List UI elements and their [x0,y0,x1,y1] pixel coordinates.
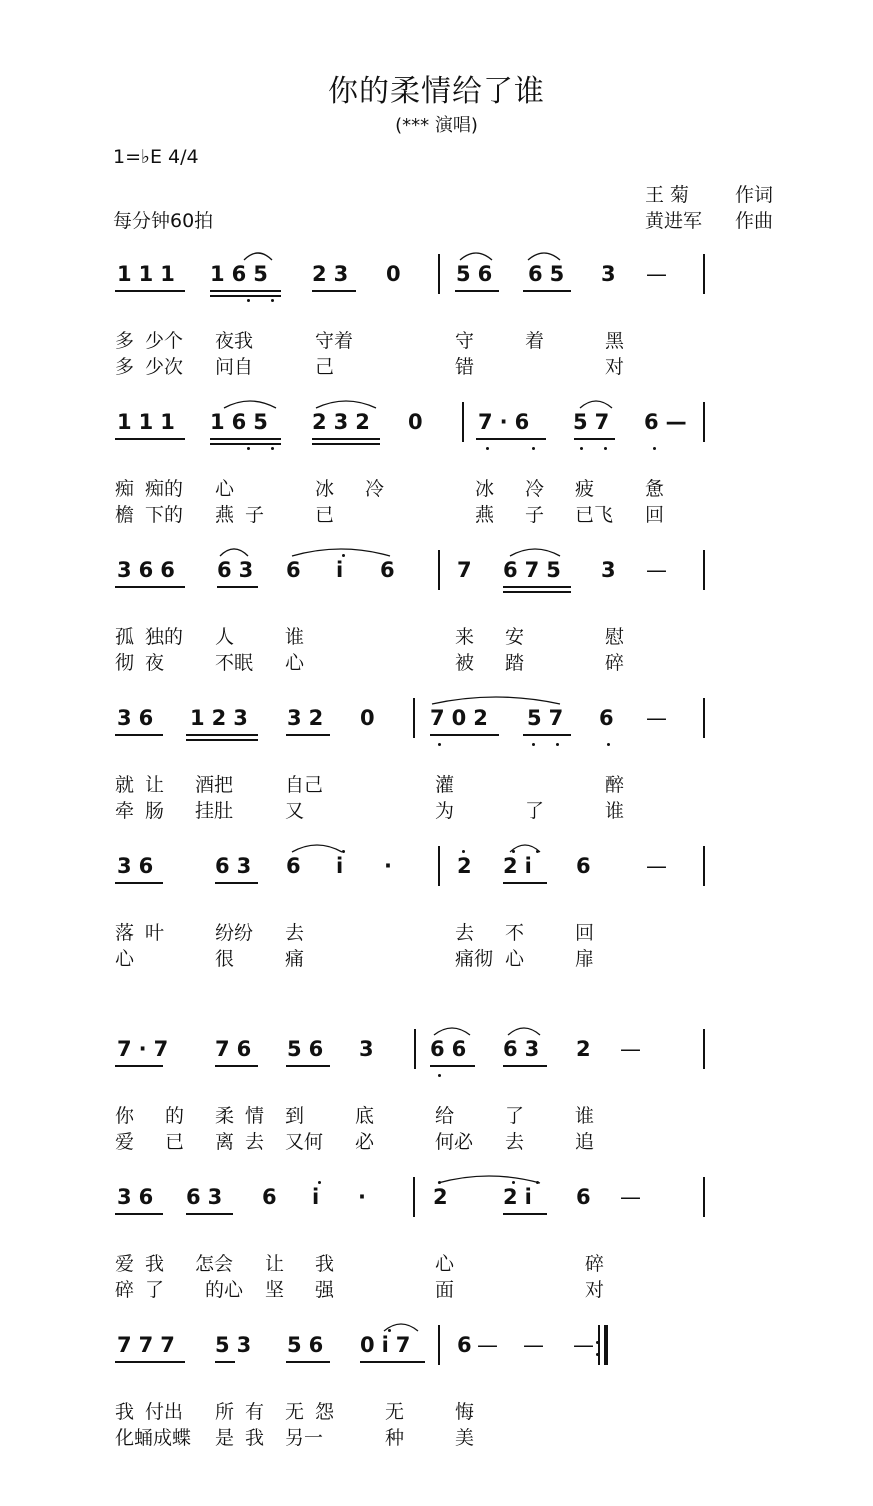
slur [438,1176,540,1183]
lyric-word: 谁 [575,1105,595,1127]
lyric-word: 让 [145,774,165,796]
note-group: 165 [210,262,275,286]
lyric-word: 多 [115,330,135,352]
note-group: 0 [360,706,382,730]
lyric-word: 何必 [435,1131,474,1153]
note-group: 6 [286,558,308,582]
lyric-word: 自己 [285,774,324,796]
lyric-word: 了 [505,1105,525,1127]
slur [432,697,560,704]
note-group: 36 [117,1185,161,1209]
lyric-word: 守 [455,330,475,352]
lyric-word: 燕 [475,504,495,526]
note-group: 0i7 [360,1333,418,1357]
lyric-word: 夜我 [215,330,254,352]
lyricist-name: 王 菊 [645,184,690,206]
lyric-word: 的 [165,1105,185,1127]
lyric-word: 少个 [145,330,184,352]
lyric-word: 无 [385,1401,405,1423]
note-group: 2 [433,1185,455,1209]
lyric-word: 心 [505,948,525,970]
lyric-word: 冷 [525,478,545,500]
note-group: 65 [528,262,572,286]
lyric-word: 去 [505,1131,525,1153]
lyric-word: 到 [285,1105,305,1127]
lyric-word: 情 [245,1105,265,1127]
note-group: 6 [599,706,621,730]
lyric-word: 下的 [145,504,184,526]
lyric-word: 痛彻 [455,948,494,970]
note-group: 63 [217,558,261,582]
note-group: 6 [576,854,598,878]
lyric-word: 子 [245,504,265,526]
note-group: 123 [190,706,255,730]
lyric-word: 给 [435,1105,455,1127]
sustain-dash: — [646,854,667,878]
note-group: 23 [312,262,356,286]
lyric-word: 人 [215,626,235,648]
note-group: 6— [644,410,694,434]
lyric-word: 去 [245,1131,265,1153]
note-group: 56 [287,1037,331,1061]
slur [220,549,248,556]
slur [316,401,376,408]
lyric-word: 心 [215,478,235,500]
note-group: 366 [117,558,182,582]
lyric-word: 冰 [315,478,335,500]
note-group: 57 [527,706,571,730]
lyric-word: 又何 [285,1131,324,1153]
lyric-word: 惫 [645,478,665,500]
lyric-word: 慰 [605,626,625,648]
lyric-word: 问自 [215,356,254,378]
sustain-dash: — [646,558,667,582]
lyric-word: 己 [315,356,335,378]
lyric-word: 燕 [215,504,235,526]
lyric-word: 美 [455,1427,475,1449]
lyric-word: 所 [215,1401,235,1423]
slur [508,1028,540,1035]
tempo: 每分钟60拍 [113,210,214,232]
note-group: 3 [359,1037,381,1061]
sustain-dash: — [573,1333,594,1357]
lyric-word: 悔 [455,1401,475,1423]
note-group: 56 [456,262,500,286]
lyric-word: 心 [435,1253,455,1275]
lyric-word: 子 [525,504,545,526]
lyric-word: 又 [285,800,305,822]
note-group: 0 [408,410,430,434]
lyric-word: 痴的 [145,478,184,500]
key-signature: 1=♭E 4/4 [113,146,199,168]
lyric-word: 孤 [115,626,135,648]
lyricist-role: 作词 [735,184,774,206]
lyric-word: 为 [435,800,455,822]
lyric-word: 多 [115,356,135,378]
note-group: 3 [601,262,623,286]
lyric-word: 爱 [115,1253,135,1275]
slur [580,401,612,408]
note-group: i [336,854,351,878]
lyric-word: 少次 [145,356,184,378]
lyric-word: 必 [355,1131,375,1153]
note-group: i [312,1185,327,1209]
composer-role: 作曲 [735,210,774,232]
note-group: 63 [186,1185,230,1209]
lyric-word: 回 [575,922,595,944]
lyric-word: 我 [115,1401,135,1423]
slur [460,253,492,260]
lyric-word: 踏 [505,652,525,674]
slur [510,845,540,852]
lyric-word: 着 [525,330,545,352]
lyric-word: 灌 [435,774,455,796]
note-group: i [336,558,351,582]
note-group: 2i [503,1185,539,1209]
lyric-word: 追 [575,1131,595,1153]
note-group: 66 [430,1037,474,1061]
note-group: 6 [576,1185,598,1209]
lyric-word: 落 [115,922,135,944]
note-group: 232 [312,410,377,434]
note-group: 57 [573,410,617,434]
lyric-word: 你 [115,1105,135,1127]
lyric-word: 让 [265,1253,285,1275]
lyric-word: 怎会 [195,1253,234,1275]
slur [434,1028,470,1035]
sustain-dash: — [523,1333,544,1357]
note-group: · [384,854,399,878]
lyric-word: 对 [585,1279,605,1301]
note-group: 6 [380,558,402,582]
lyric-word: 冷 [365,478,385,500]
lyric-word: 碎 [605,652,625,674]
note-group: 777 [117,1333,182,1357]
lyric-word: 牵 [115,800,135,822]
slur [510,549,560,556]
note-group: 63 [215,854,259,878]
lyric-word: 夜 [145,652,165,674]
lyric-word: 扉 [575,948,595,970]
note-group: 111 [117,410,182,434]
lyric-word: 碎 [115,1279,135,1301]
lyric-word: 黑 [605,330,625,352]
lyric-word: 独的 [145,626,184,648]
lyric-word: 面 [435,1279,455,1301]
sustain-dash: — [620,1185,641,1209]
note-group: 0 [386,262,408,286]
note-group: 675 [503,558,568,582]
slur [292,845,342,852]
note-group: 76 [215,1037,259,1061]
lyric-word: 有 [245,1401,265,1423]
slur [224,401,276,408]
slur [292,549,390,556]
lyric-word: 安 [505,626,525,648]
lyric-word: 对 [605,356,625,378]
note-group: 2 [457,854,479,878]
sustain-dash: — [477,1333,498,1357]
lyric-word: 叶 [145,922,165,944]
lyric-word: 痛 [285,948,305,970]
lyric-word: 不眠 [215,652,254,674]
lyric-word: 种 [385,1427,405,1449]
slur [384,1324,418,1331]
lyric-word: 错 [455,356,475,378]
lyric-word: 不 [505,922,525,944]
lyric-word: 疲 [575,478,595,500]
lyric-word: 坚 [265,1279,285,1301]
lyric-word: 守着 [315,330,354,352]
lyric-word: 肠 [145,800,165,822]
lyric-word: 痴 [115,478,135,500]
note-group: · [358,1185,373,1209]
note-group: 63 [503,1037,547,1061]
lyric-word: 我 [315,1253,335,1275]
note-group: 36 [117,854,161,878]
lyric-word: 已 [315,504,335,526]
note-group: 32 [287,706,331,730]
note-group: 2i [503,854,539,878]
lyric-word: 柔 [215,1105,235,1127]
lyric-word: 心 [285,652,305,674]
lyric-word: 碎 [585,1253,605,1275]
lyric-word: 我 [145,1253,165,1275]
lyric-word: 去 [455,922,475,944]
note-group: 56 [287,1333,331,1357]
lyric-word: 爱 [115,1131,135,1153]
note-group: 7·7 [117,1037,176,1061]
lyric-word: 很 [215,948,235,970]
note-group: 111 [117,262,182,286]
composer-name: 黄进军 [645,210,703,232]
sustain-dash: — [646,706,667,730]
lyric-word: 谁 [605,800,625,822]
note-group: 2 [576,1037,598,1061]
note-group: 7 [457,558,479,582]
sustain-dash: — [646,262,667,286]
slur [528,253,560,260]
lyric-word: 了 [525,800,545,822]
sustain-dash: — [620,1037,641,1061]
lyric-word: 无 [285,1401,305,1423]
lyric-word: 离 [215,1131,235,1153]
note-group: 53 [215,1333,259,1357]
lyric-word: 来 [455,626,475,648]
lyric-word: 另一 [285,1427,324,1449]
lyric-word: 被 [455,652,475,674]
lyric-word: 是 [215,1427,235,1449]
lyric-word: 回 [645,504,665,526]
lyric-word: 酒把 [195,774,234,796]
lyric-word: 了 [145,1279,165,1301]
lyric-word: 我 [245,1427,265,1449]
lyric-word: 怨 [315,1401,335,1423]
lyric-word: 底 [355,1105,375,1127]
lyric-word: 的心 [205,1279,244,1301]
lyric-word: 醉 [605,774,625,796]
lyric-word: 纷纷 [215,922,254,944]
lyric-word: 心 [115,948,135,970]
lyric-word: 强 [315,1279,335,1301]
lyric-word: 彻 [115,652,135,674]
lyric-word: 付出 [145,1401,184,1423]
note-group: 6 [262,1185,284,1209]
lyric-word: 冰 [475,478,495,500]
note-group: 3 [601,558,623,582]
lyric-word: 化蛹成蝶 [115,1427,192,1449]
lyric-word: 谁 [285,626,305,648]
lyric-word: 檐 [115,504,135,526]
lyric-word: 去 [285,922,305,944]
lyric-word: 已 [165,1131,185,1153]
lyric-word: 已飞 [575,504,614,526]
note-group: 702 [430,706,495,730]
lyric-word: 就 [115,774,135,796]
note-group: 7·6 [478,410,537,434]
note-group: 6 [457,1333,479,1357]
slur [244,253,272,260]
lyric-word: 挂肚 [195,800,234,822]
note-group: 6 [286,854,308,878]
performer-note: (*** 演唱) [395,115,478,136]
song-title: 你的柔情给了谁 [328,74,545,109]
note-group: 36 [117,706,161,730]
note-group: 165 [210,410,275,434]
